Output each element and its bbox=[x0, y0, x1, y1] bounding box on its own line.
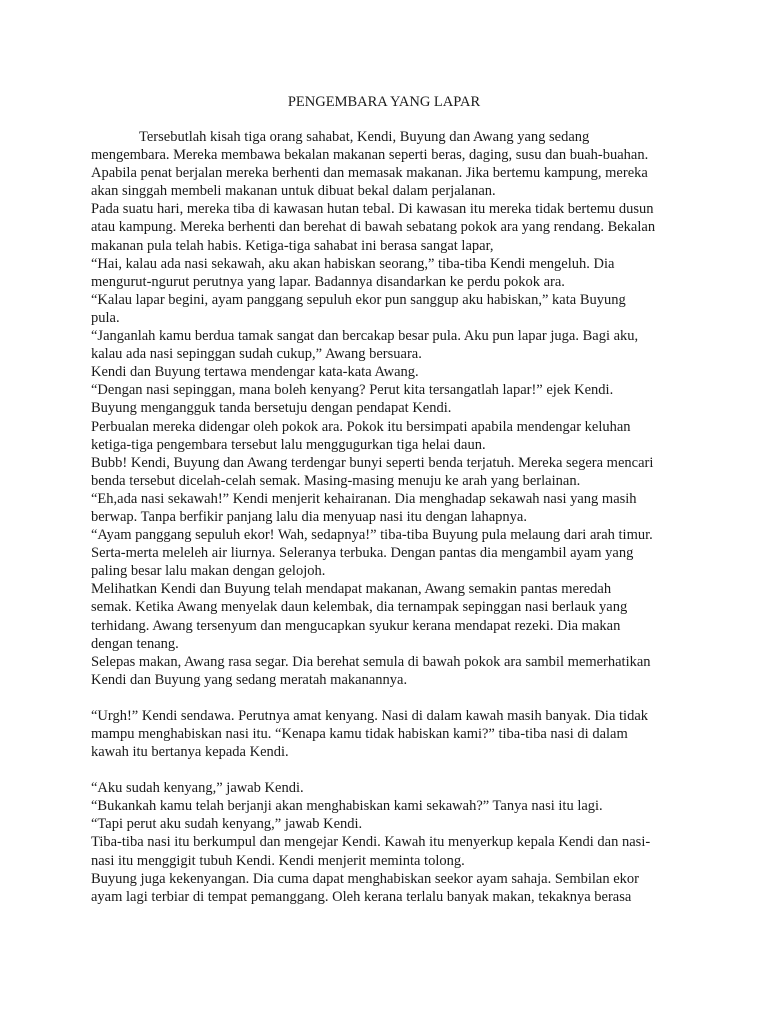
text-line: dengan tenang. bbox=[91, 635, 179, 652]
text-line: berwap. Tanpa berfikir panjang lalu dia menyuap nasi itu dengan lahapnya. bbox=[91, 508, 527, 525]
text-line: ayam lagi terbiar di tempat pemanggang. Oleh kerana terlalu banyak makan, tekaknya berasa bbox=[91, 888, 632, 905]
text-line: “Janganlah kamu berdua tamak sangat dan bercakap besar pula. Aku pun lapar juga. Bagi aku, bbox=[91, 328, 639, 345]
text-line: Serta-merta meleleh air liurnya. Seleranya terbuka. Dengan pantas dia mengambil ayam yang bbox=[91, 545, 634, 562]
text-line: ketiga-tiga pengembara tersebut lalu menggugurkan tiga helai daun. bbox=[91, 436, 486, 453]
text-line: paling besar lalu makan dengan gelojoh. bbox=[91, 563, 326, 580]
text-line: Pada suatu hari, mereka tiba di kawasan hutan tebal. Di kawasan itu mereka tidak bertemu dusun bbox=[91, 201, 654, 218]
text-line: “Eh,ada nasi sekawah!” Kendi menjerit kehairanan. Dia menghadap sekawah nasi yang masih bbox=[91, 490, 637, 507]
document-body bbox=[91, 128, 691, 906]
text-line: Buyung juga kekenyangan. Dia cuma dapat menghabiskan seekor ayam sahaja. Sembilan ekor bbox=[91, 870, 640, 887]
text-line: Kendi dan Buyung tertawa mendengar kata-kata Awang. bbox=[91, 364, 419, 381]
text-line: “Kalau lapar begini, ayam panggang sepuluh ekor pun sanggup aku habiskan,” kata Buyung bbox=[91, 291, 626, 308]
text-line: makanan pula telah habis. Ketiga-tiga sahabat ini berasa sangat lapar, bbox=[91, 237, 494, 254]
text-line: mengurut-ngurut perutnya yang lapar. Badannya disandarkan ke perdu pokok ara. bbox=[91, 273, 565, 290]
text-line: “Aku sudah kenyang,” jawab Kendi. bbox=[91, 780, 304, 797]
text-line: “Dengan nasi sepinggan, mana boleh kenyang? Perut kita tersangatlah lapar!” ejek Kendi. bbox=[91, 382, 614, 399]
text-line: mengembara. Mereka membawa bekalan makanan seperti beras, daging, susu dan buah-buahan. bbox=[91, 147, 649, 164]
text-line: mampu menghabiskan nasi itu. “Kenapa kamu tidak habiskan kami?” tiba-tiba nasi di dalam bbox=[91, 726, 628, 742]
paragraph-gap bbox=[91, 689, 691, 707]
text-line: Tiba-tiba nasi itu berkumpul dan mengejar Kendi. Kawah itu menyerkup kepala Kendi dan nasi- bbox=[91, 834, 651, 851]
text-line: nasi itu menggigit tubuh Kendi. Kendi menjerit meminta tolong. bbox=[91, 852, 465, 869]
text-line: “Bukankah kamu telah berjanji akan menghabiskan kami sekawah?” Tanya nasi itu lagi. bbox=[91, 798, 603, 815]
text-line: akan singgah membeli makanan untuk dibuat bekal dalam perjalanan. bbox=[91, 183, 496, 200]
text-line: Selepas makan, Awang rasa segar. Dia berehat semula di bawah pokok ara sambil memerhatikan bbox=[91, 653, 651, 670]
text-line: Tersebutlah kisah tiga orang sahabat, Kendi, Buyung dan Awang yang sedang bbox=[139, 129, 590, 145]
text-line: Buyung mengangguk tanda bersetuju dengan pendapat Kendi. bbox=[91, 400, 452, 417]
text-line: benda tersebut dicelah-celah semak. Masing-masing menuju ke arah yang berlainan. bbox=[91, 472, 581, 489]
text-line: kalau ada nasi sepinggan sudah cukup,” Awang bersuara. bbox=[91, 346, 422, 363]
text-line: terhidang. Awang tersenyum dan mengucapkan syukur kerana mendapat rezeki. Dia makan bbox=[91, 617, 621, 634]
text-line: “Tapi perut aku sudah kenyang,” jawab Kendi. bbox=[91, 816, 363, 833]
text-line: Bubb! Kendi, Buyung dan Awang terdengar bunyi seperti benda terjatuh. Mereka segera mencari bbox=[91, 454, 654, 471]
document-title: PENGEMBARA YANG LAPAR bbox=[287, 94, 481, 110]
text-line: Kendi dan Buyung yang sedang meratah makanannya. bbox=[91, 671, 408, 688]
text-line: “Urgh!” Kendi sendawa. Perutnya amat kenyang. Nasi di dalam kawah masih banyak. Dia tidak bbox=[91, 707, 649, 724]
text-line: pula. bbox=[91, 309, 120, 326]
text-line: Perbualan mereka didengar oleh pokok ara. Pokok itu bersimpati apabila mendengar keluhan bbox=[91, 418, 631, 435]
text-line: Apabila penat berjalan mereka berhenti dan memasak makanan. Jika bertemu kampung, mereka bbox=[91, 165, 648, 182]
text-line: semak. Ketika Awang menyelak daun kelembak, dia ternampak sepinggan nasi berlauk yang bbox=[91, 599, 628, 616]
text-line: “Ayam panggang sepuluh ekor! Wah, sedapnya!” tiba-tiba Buyung pula melaung dari arah timur. bbox=[91, 527, 653, 544]
text-line: kawah itu bertanya kepada Kendi. bbox=[91, 744, 289, 761]
paragraph-gap bbox=[91, 761, 691, 779]
text-line: Melihatkan Kendi dan Buyung telah mendapat makanan, Awang semakin pantas meredah bbox=[91, 581, 612, 598]
text-line: atau kampung. Mereka berhenti dan berehat di bawah sebatang pokok ara yang rendang. Bekalan bbox=[91, 219, 656, 236]
text-line: “Hai, kalau ada nasi sekawah, aku akan habiskan seorang,” tiba-tiba Kendi mengeluh. Dia bbox=[91, 255, 615, 272]
